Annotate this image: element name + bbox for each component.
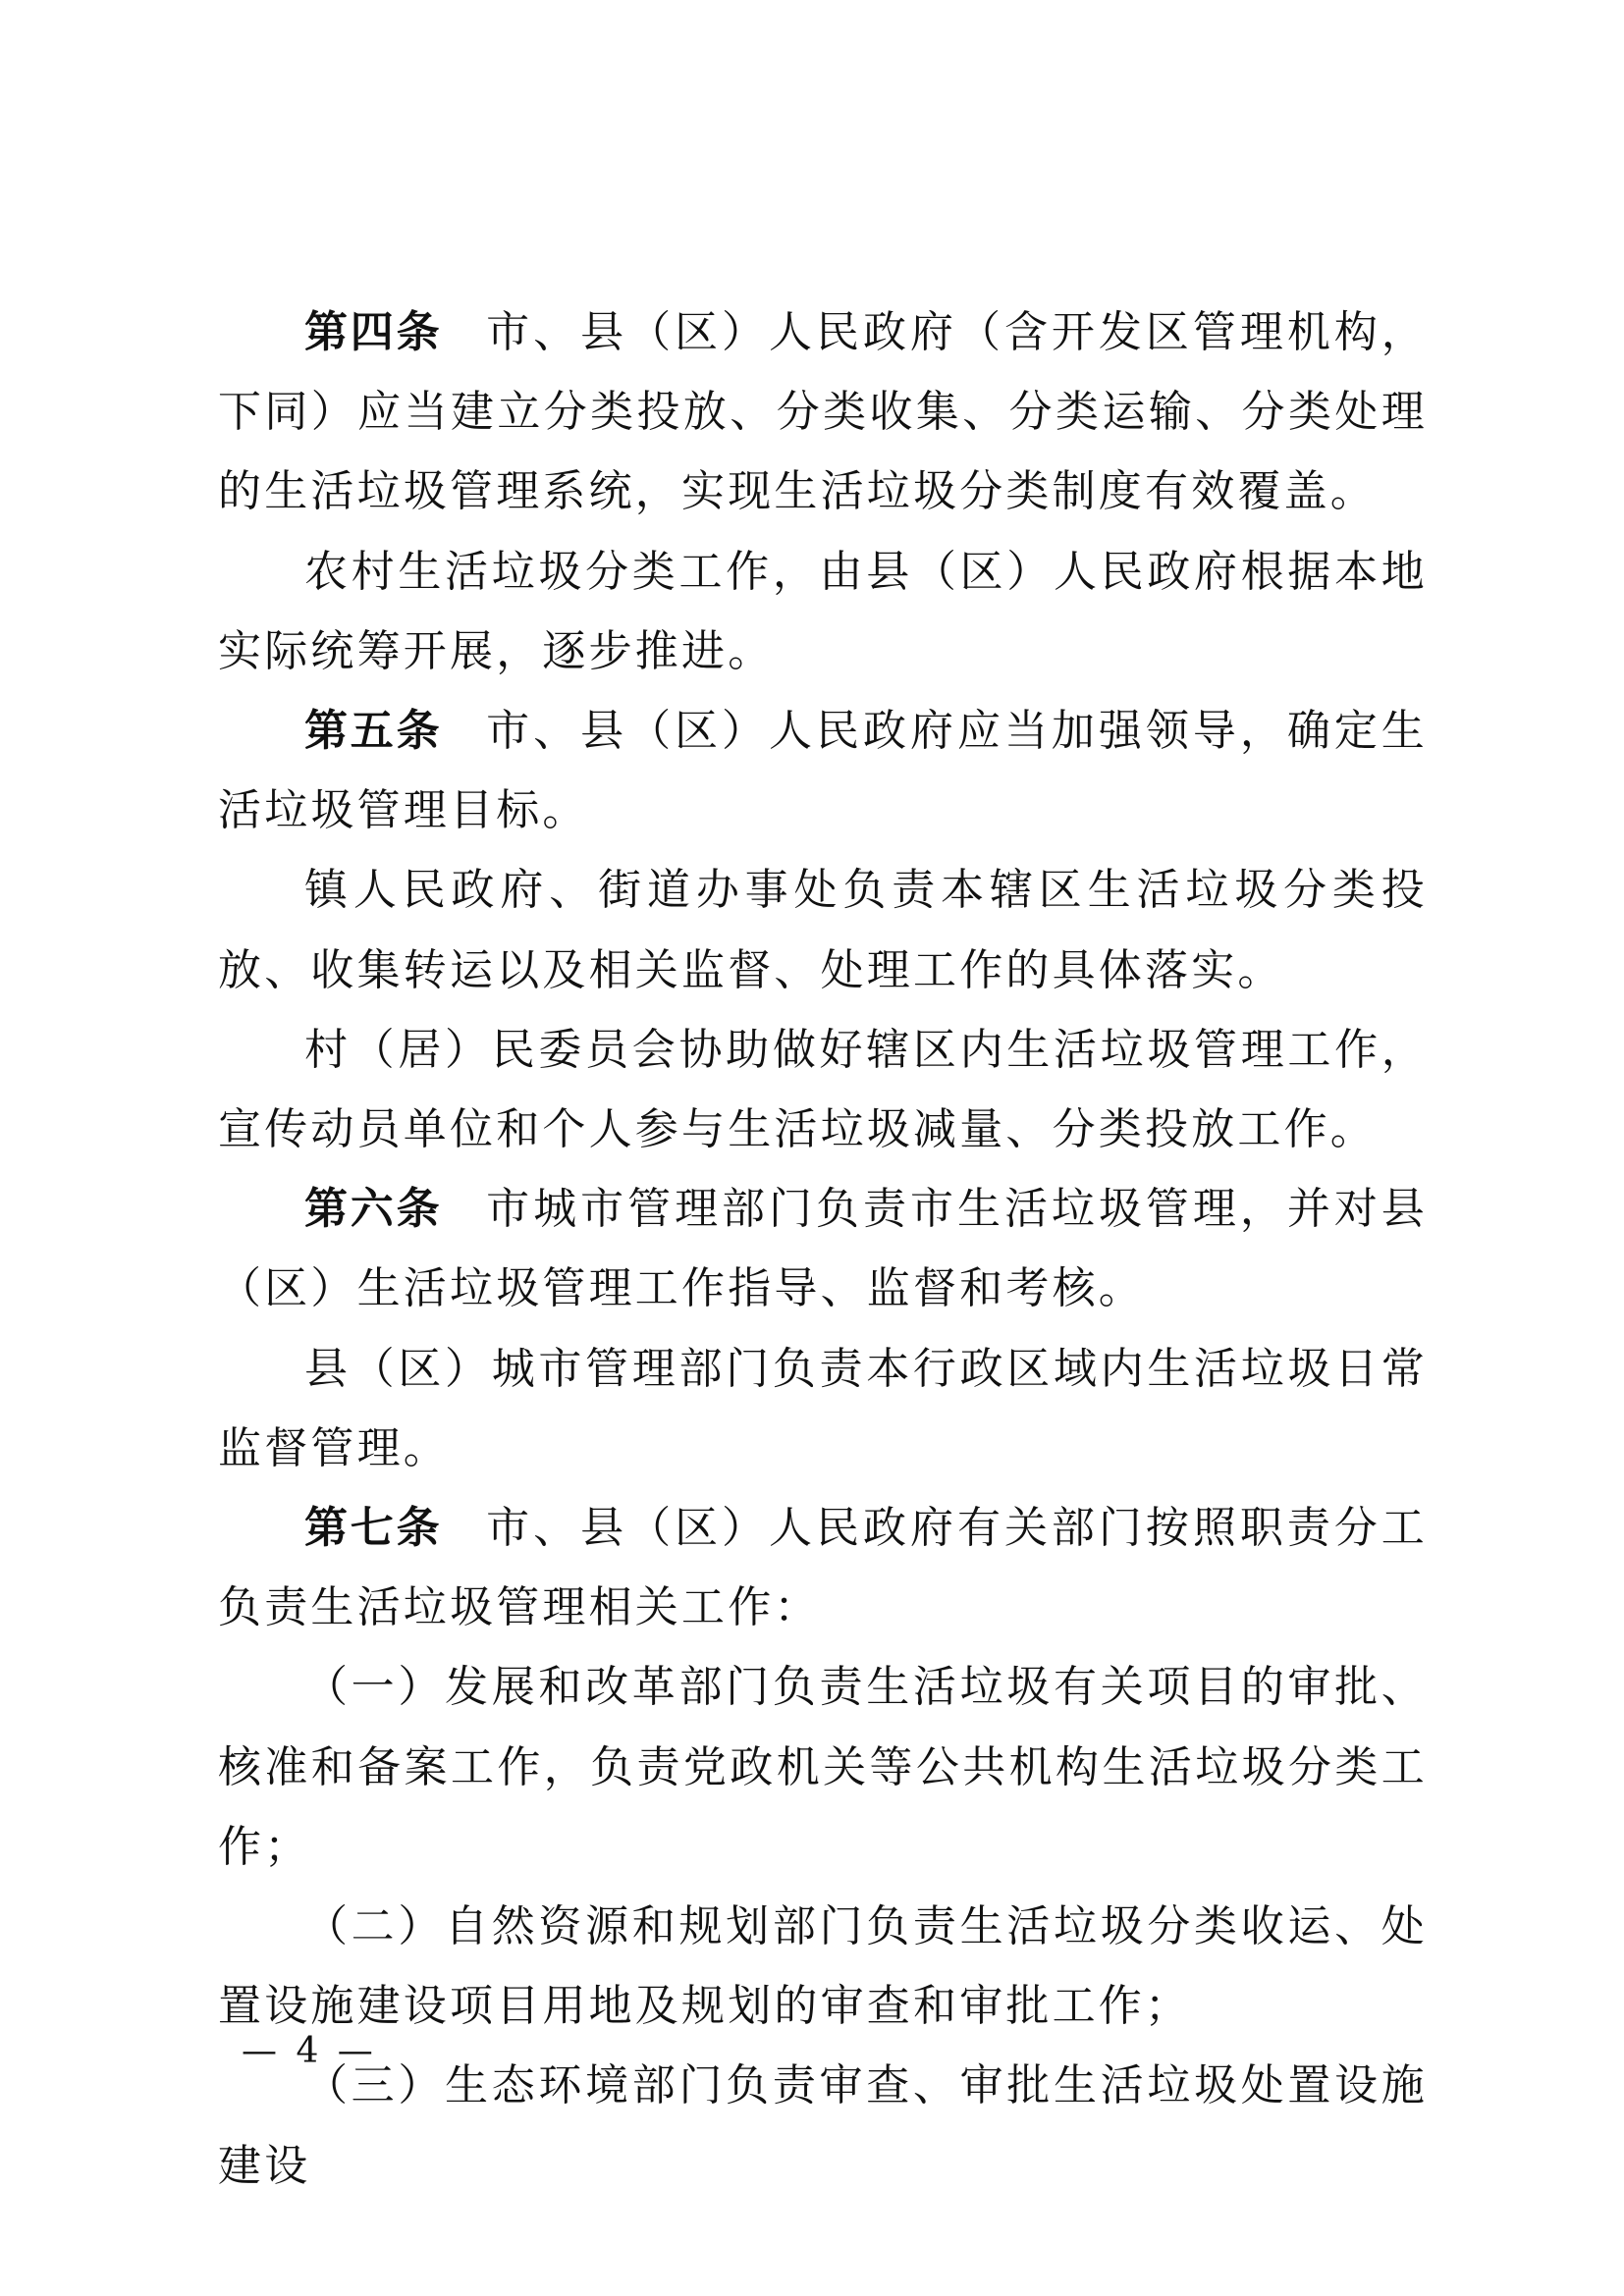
article-heading: 第四条 [304, 307, 443, 357]
paragraph-text: 市、县（区）人民政府应当加强领导，确定生活垃圾管理目标。 [218, 706, 1429, 836]
paragraph-text: （二）自然资源和规划部门负责生活垃圾分类收运、处置设施建设项目用地及规划的审查和审批工作； [218, 1901, 1428, 2032]
list-item-2 [218, 1887, 1428, 2046]
paragraph-text: 市、县（区）人民政府有关部门按照职责分工负责生活垃圾管理相关工作： [218, 1503, 1429, 1633]
paragraph-text: 农村生活垃圾分类工作，由县（区）人民政府根据本地实际统筹开展，逐步推进。 [218, 546, 1428, 676]
article-heading: 第六条 [304, 1184, 443, 1235]
article-heading: 第五条 [304, 706, 443, 757]
paragraph-text: （三）生态环境部门负责审查、审批生活垃圾处置设施建设 [218, 2060, 1428, 2191]
list-item-1 [218, 1647, 1428, 1887]
paragraph-text: 市、县（区）人民政府（含开发区管理机构，下同）应当建立分类投放、分类收集、分类运输、分类处理的生活垃圾管理系统，实现生活垃圾分类制度有效覆盖。 [218, 307, 1429, 517]
article-7-paragraph [218, 1488, 1428, 1647]
paragraph-text: 县（区）城市管理部门负责本行政区域内生活垃圾日常监督管理。 [218, 1343, 1428, 1473]
town-government-paragraph [218, 850, 1428, 1009]
county-management-paragraph [218, 1329, 1428, 1488]
paragraph-text: 村（居）民委员会协助做好辖区内生活垃圾管理工作，宣传动员单位和个人参与生活垃圾减量、分类投放工作。 [218, 1024, 1428, 1155]
document-body [218, 293, 1428, 2206]
village-committee-paragraph [218, 1010, 1428, 1169]
article-5-paragraph [218, 691, 1428, 850]
paragraph-text: （一）发展和改革部门负责生活垃圾有关项目的审批、核准和备案工作，负责党政机关等公共机构生活垃圾分类工作； [218, 1662, 1428, 1872]
paragraph-text: 镇人民政府、街道办事处负责本辖区生活垃圾分类投放、收集转运以及相关监督、处理工作的具体落实。 [218, 865, 1428, 995]
page-number: — 4 — [242, 2031, 377, 2071]
rural-classification-paragraph [218, 532, 1428, 691]
article-6-paragraph [218, 1169, 1428, 1328]
article-4-paragraph [218, 293, 1428, 532]
list-item-3 [218, 2046, 1428, 2205]
paragraph-text: 市城市管理部门负责市生活垃圾管理，并对县（区）生活垃圾管理工作指导、监督和考核。 [218, 1184, 1429, 1314]
article-heading: 第七条 [304, 1503, 443, 1554]
